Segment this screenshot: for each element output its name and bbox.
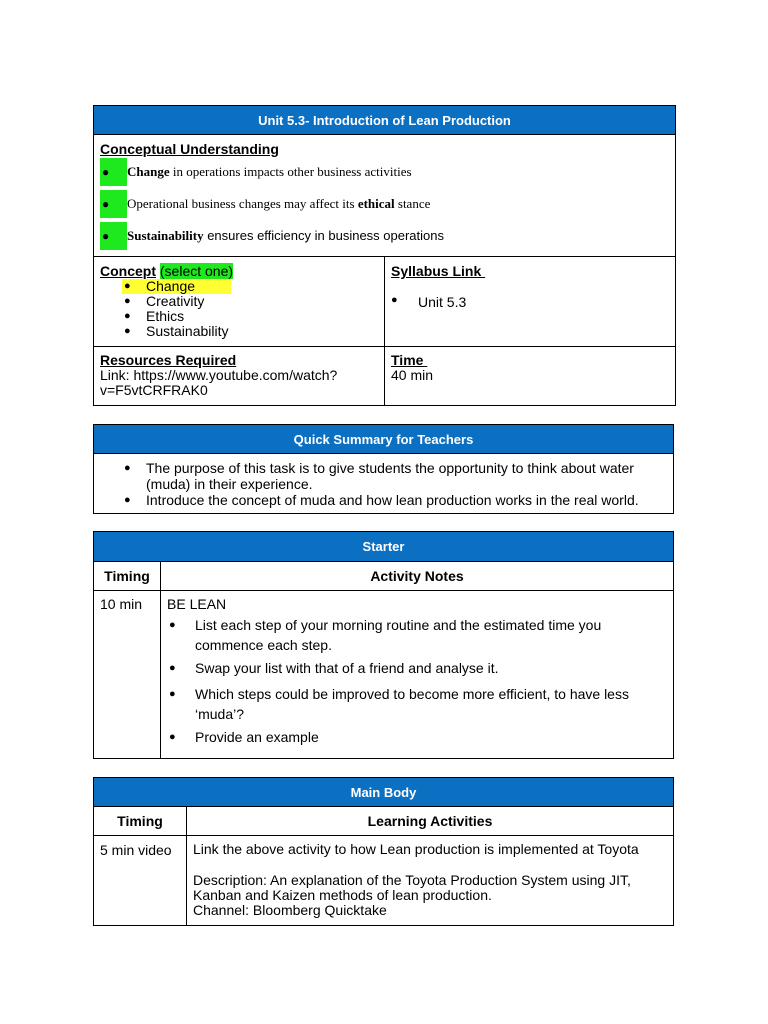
summary-item: ● Introduce the concept of muda and how lean production works in the real world.	[146, 492, 655, 508]
starter-table	[93, 531, 674, 759]
summary-item: ● The purpose of this task is to give students the opportunity to think about water (muda) in their experience.	[146, 460, 655, 492]
main-col-activities: Learning Activities	[367, 813, 493, 829]
syllabus-item: ● Unit 5.3	[391, 294, 467, 310]
concept-option-creativity: ● Creativity	[146, 294, 379, 309]
unit-table	[93, 105, 676, 406]
conceptual-understanding-heading: Conceptual Understanding	[100, 141, 279, 157]
main-timing: 5 min video	[100, 842, 172, 858]
starter-timing: 10 min	[100, 596, 143, 612]
starter-activity: ● Swap your list with that of a friend and analyse it.	[167, 658, 667, 678]
time-heading: Time	[391, 352, 428, 368]
summary-list	[94, 460, 673, 508]
main-desc2: Kanban and Kaizen methods of lean production.	[193, 887, 492, 903]
main-line1: Link the above activity to how Lean production is implemented at Toyota	[193, 841, 639, 857]
starter-title: Starter	[94, 532, 673, 562]
starter-activity: ● List each step of your morning routine and the estimated time you commence each step.	[167, 615, 667, 655]
main-body-title: Main Body	[94, 778, 673, 807]
main-activities	[193, 842, 671, 918]
conceptual-understanding-cell	[94, 135, 675, 257]
bullet-highlight: ●	[100, 222, 127, 250]
unit-title: Unit 5.3- Introduction of Lean Production	[94, 106, 675, 135]
bullet-highlight: ●	[100, 190, 127, 218]
resource-link-line2[interactable]: v=F5vtCRFRAK0	[100, 382, 208, 398]
select-note: (select one)	[159, 263, 234, 279]
concept-option-ethics: ● Ethics	[146, 309, 379, 324]
cu-item-change: ● Change in operations impacts other business activities	[100, 158, 669, 186]
cu-item-sustainability: ● Sustainability ensures efficiency in business operations	[100, 222, 669, 250]
starter-activities	[167, 615, 667, 747]
concept-cell	[94, 257, 385, 346]
starter-activity: ● Provide an example	[167, 727, 667, 747]
syllabus-heading: Syllabus Link	[391, 263, 486, 279]
syllabus-cell	[385, 257, 675, 346]
main-col-timing: Timing	[117, 813, 163, 829]
starter-col-notes: Activity Notes	[370, 568, 464, 584]
summary-title: Quick Summary for Teachers	[94, 425, 673, 454]
time-cell	[385, 347, 675, 405]
concept-option-sustainability: ● Sustainability	[146, 324, 379, 339]
main-body-table	[93, 777, 674, 926]
main-desc1: Description: An explanation of the Toyota Production System using JIT,	[193, 872, 631, 888]
starter-activity: ● Which steps could be improved to become more efficient, to have less ‘muda’?	[167, 684, 667, 724]
resources-heading: Resources Required	[100, 352, 237, 368]
concept-options	[100, 279, 379, 339]
starter-col-timing: Timing	[104, 568, 150, 584]
time-value: 40 min	[391, 367, 434, 383]
cu-item-ethical: ● Operational business changes may affect its ethical stance	[100, 190, 669, 218]
resource-link-line1[interactable]: Link: https://www.youtube.com/watch?	[100, 367, 338, 383]
bullet-highlight: ●	[100, 158, 127, 186]
concept-option-change: ● Change	[146, 279, 379, 294]
main-channel: Channel: Bloomberg Quicktake	[193, 902, 387, 918]
starter-notes	[167, 596, 667, 747]
starter-heading: BE LEAN	[167, 596, 227, 612]
resources-cell	[94, 347, 385, 405]
concept-heading: Concept	[100, 263, 156, 279]
summary-table	[93, 424, 674, 514]
